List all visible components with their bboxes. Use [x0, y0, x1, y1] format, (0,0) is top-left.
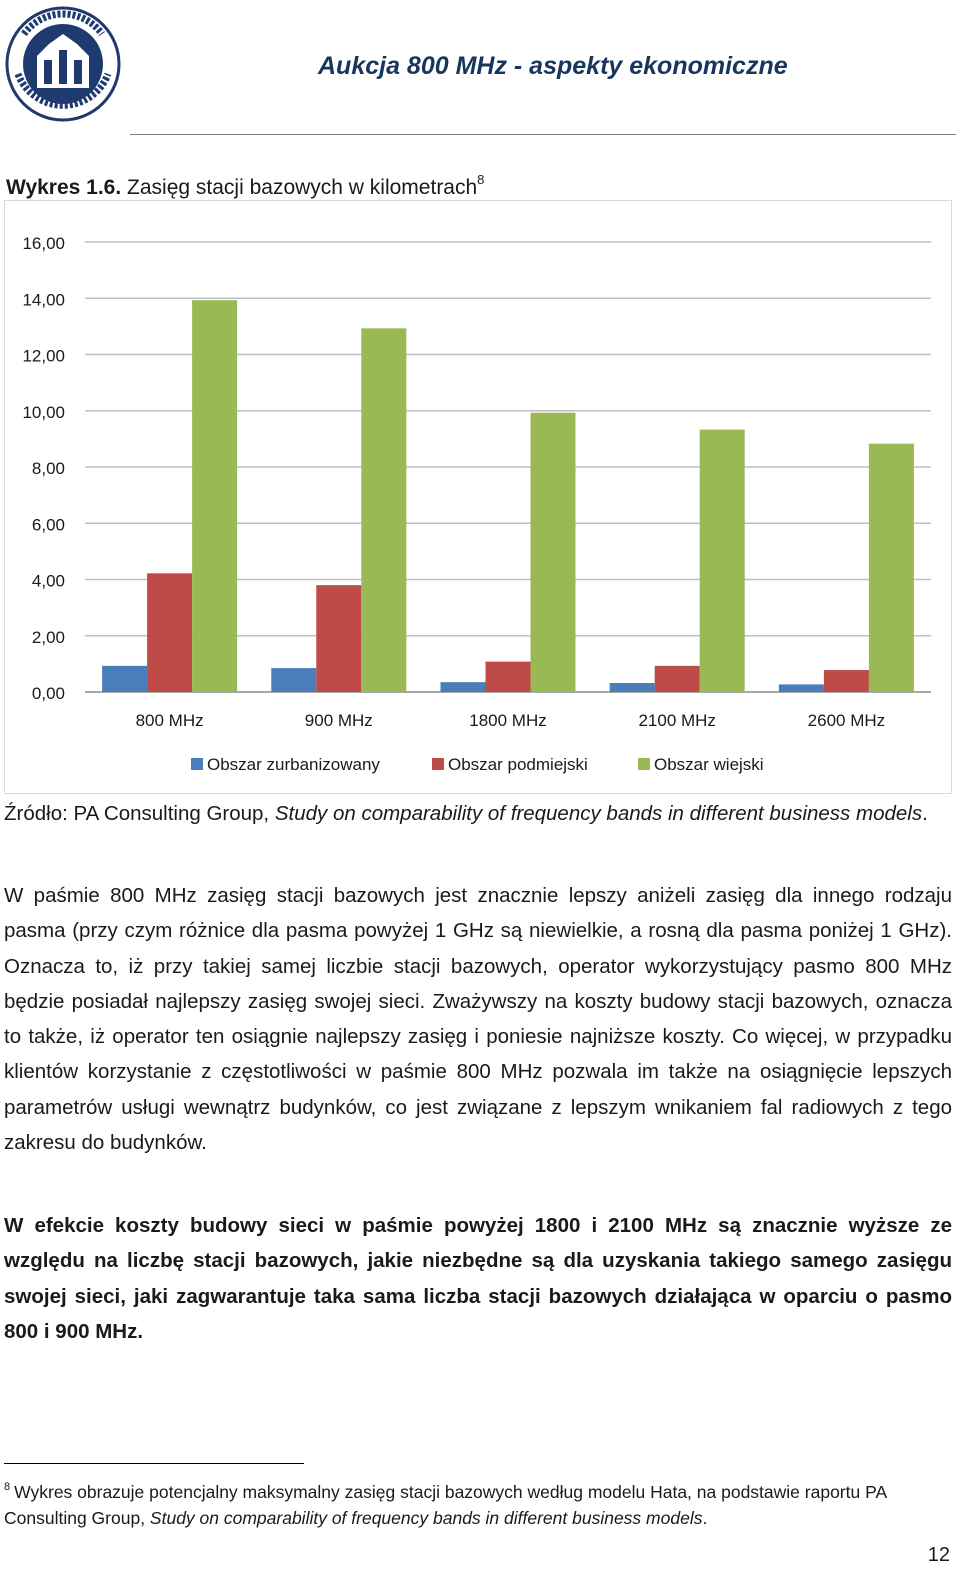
x-tick-label: 2600 MHz — [807, 711, 886, 730]
bar — [779, 684, 824, 692]
bar — [610, 683, 655, 692]
footnote-end: . — [702, 1508, 708, 1528]
document-title: Aukcja 800 MHz - aspekty ekonomiczne — [318, 52, 788, 80]
legend-label: Obszar podmiejski — [448, 755, 588, 774]
bar — [531, 413, 576, 692]
footnote-divider — [4, 1463, 304, 1464]
chart-source — [4, 796, 952, 831]
y-tick-label: 10,00 — [22, 402, 65, 422]
bar — [147, 573, 192, 692]
bar-chart — [4, 200, 952, 794]
x-tick-label: 800 MHz — [135, 711, 204, 730]
figure-label: Wykres 1.6. — [6, 176, 122, 199]
header-divider — [130, 134, 956, 135]
x-tick-label: 1800 MHz — [469, 711, 547, 730]
footnote-reference: 8 — [477, 172, 485, 187]
x-tick-label: 900 MHz — [304, 711, 373, 730]
figure-caption — [6, 172, 484, 200]
bar — [192, 300, 237, 692]
source-title: Study on comparability of frequency bands in different business models — [274, 802, 923, 825]
legend-label: Obszar wiejski — [654, 755, 764, 774]
y-tick-label: 2,00 — [31, 627, 65, 647]
page-header — [0, 0, 960, 140]
bar — [869, 444, 914, 692]
bar — [102, 666, 147, 692]
bar — [361, 328, 406, 692]
y-tick-label: 0,00 — [31, 684, 65, 703]
page-number: 12 — [927, 1544, 950, 1566]
bar — [441, 682, 486, 692]
bar — [824, 670, 869, 692]
figure-title: Zasięg stacji bazowych w kilometrach — [121, 176, 478, 199]
y-tick-label: 12,00 — [22, 346, 65, 366]
footnote-number: 8 — [4, 1481, 11, 1493]
body-paragraph-1: W paśmie 800 MHz zasięg stacji bazowych jest znacznie lepszy aniżeli zasięg dla innego rodzaju pasma (przy czym różnice dla pasma powyżej 1 GHz są niewielkie, a rosną dla pasma poniżej 1 GHz). Oznacza to, iż przy takiej samej liczbie stacji bazowych, operator wykorzystujący pasmo 800 MHz będzie posiadał najlepszy zasięg swojej sieci. Zważywszy na koszty budowy stacji bazowych, oznacza to także, iż operator ten osiągnie najlepszy zasięg i poniesie najniższe koszty. Co więcej, w przypadku klientów korzystanie z częstotliwości w paśmie 800 MHz pozwala im także na osiągnięcie lepszych parametrów usługi wewnątrz budynków, co jest związane z lepszym wnikaniem fal radiowych z tego zakresu do budynków. — [4, 884, 952, 1155]
source-label: Źródło: PA Consulting Group, — [4, 802, 275, 825]
bar — [700, 430, 745, 692]
chart-canvas — [5, 201, 951, 793]
bar — [271, 668, 316, 692]
legend-swatch — [191, 758, 203, 770]
legend-swatch — [638, 758, 650, 770]
body-paragraph-2-bold: W efekcie koszty budowy sieci w paśmie powyżej 1800 i 2100 MHz są znacznie wyższe ze względu na liczbę stacji bazowych, jakie niezbędne są dla uzyskania takiego samego zasięgu swojej sieci, jaki zagwarantuje taka sama liczba stacji bazowych działająca w oparciu o pasmo 800 i 900 MHz. — [4, 1214, 952, 1343]
y-tick-label: 14,00 — [22, 290, 65, 310]
institute-logo — [4, 4, 122, 126]
footnote-text: Wykres obrazuje potencjalny maksymalny zasięg stacji bazowych według modelu Hata, na podstawie raportu PA Consulting Group, — [4, 1482, 887, 1528]
legend-label: Obszar zurbanizowany — [207, 755, 380, 774]
bar — [655, 666, 700, 692]
footnote — [4, 1474, 952, 1531]
y-tick-label: 6,00 — [31, 515, 65, 535]
y-tick-label: 16,00 — [22, 234, 65, 253]
legend-swatch — [432, 758, 444, 770]
y-tick-label: 8,00 — [31, 459, 65, 478]
y-tick-label: 4,00 — [31, 571, 65, 591]
x-tick-label: 2100 MHz — [638, 711, 716, 730]
bar — [316, 585, 361, 692]
bar — [486, 662, 531, 692]
source-end: . — [922, 802, 928, 825]
footnote-title: Study on comparability of frequency bands in different business models — [149, 1508, 703, 1528]
